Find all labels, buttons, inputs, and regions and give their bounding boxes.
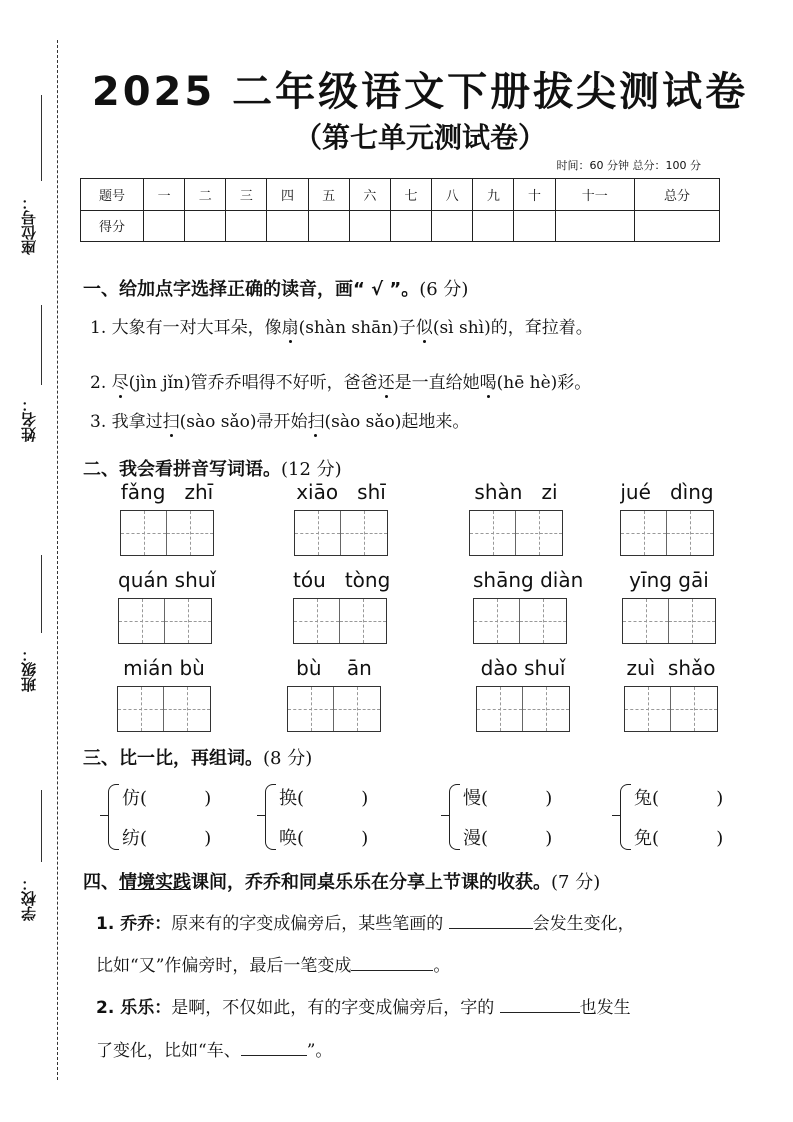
brace-tip [100, 815, 108, 816]
score-header-cell: 十一 [555, 179, 634, 211]
section1-q3 [90, 407, 469, 432]
tianzige-boxes[interactable] [469, 510, 563, 556]
tianzige-boxes[interactable] [118, 598, 212, 644]
q2-text: 是一直给她 [394, 373, 480, 393]
section4-prefix: 四、 [83, 872, 119, 893]
pair-bottom[interactable]: 漫( ) [463, 828, 553, 849]
tianzige-boxes[interactable] [120, 510, 214, 556]
score-total-cell[interactable] [635, 210, 720, 242]
brace-icon [265, 784, 276, 850]
score-header-cell: 八 [432, 179, 473, 211]
word-pair [108, 780, 248, 852]
answer-blank[interactable] [241, 1038, 307, 1056]
pair-bottom[interactable]: 纺( ) [122, 828, 212, 849]
pinyin-word [117, 656, 211, 732]
pinyin-text: shāng diàn [473, 568, 584, 592]
line-text: 是啊，不仅如此，有的字变成偏旁后，字的 [171, 998, 500, 1018]
line-text: 。 [433, 956, 451, 976]
q2-text: 2. [90, 373, 112, 393]
name-blank[interactable] [41, 305, 42, 385]
tianzige-boxes[interactable] [624, 686, 718, 732]
class-field [22, 555, 50, 695]
class-blank[interactable] [41, 555, 42, 633]
pinyin-text: quán shuǐ [118, 568, 216, 592]
binding-dashed-line [57, 40, 58, 1080]
class-label: 班级： [20, 647, 38, 692]
q3-pinyin-choice[interactable]: (sào sǎo)起地来。 [324, 412, 470, 432]
word-pair [620, 780, 760, 852]
q1-pinyin-choice[interactable]: (sì shì)的，耷拉着。 [432, 318, 593, 338]
section1-title: 一、给加点字选择正确的读音，画“ √ ”。 [83, 279, 420, 300]
q3-dotted-char: 扫 [162, 412, 180, 432]
school-blank[interactable] [41, 790, 42, 862]
score-cell[interactable] [349, 210, 390, 242]
word-pair [265, 780, 405, 852]
score-row-label: 得分 [81, 210, 144, 242]
pinyin-text: mián bù [123, 656, 205, 680]
section4-underlined: 情境实践 [119, 872, 191, 893]
brace-tip [441, 815, 449, 816]
line-text: 原来有的字变成偏旁后，某些笔画的 [171, 914, 449, 934]
school-label: 学校： [20, 876, 38, 921]
name-field [22, 305, 50, 445]
line-text: ”。 [306, 1041, 333, 1061]
score-header-cell: 二 [185, 179, 226, 211]
tianzige-boxes[interactable] [473, 598, 567, 644]
section2-heading [83, 455, 342, 481]
answer-blank[interactable] [351, 953, 433, 971]
pair-top[interactable]: 仿( ) [122, 788, 212, 809]
section3-title: 三、比一比，再组词。 [83, 748, 263, 769]
seat-field [22, 95, 50, 255]
speaker-qiaoqiao: 1. 乔乔： [96, 914, 172, 934]
section4-title: 课间，乔乔和同桌乐乐在分享上节课的收获。 [191, 872, 551, 893]
score-header-cell: 十 [514, 179, 555, 211]
score-cell[interactable] [144, 210, 185, 242]
section4-line1 [96, 909, 635, 934]
tianzige-boxes[interactable] [622, 598, 716, 644]
score-header-cell: 五 [308, 179, 349, 211]
score-header-row [81, 179, 720, 211]
page-title: 2025 二年级语文下册拔尖测试卷 [91, 69, 749, 115]
pair-bottom[interactable]: 免( ) [634, 828, 724, 849]
word-pair [449, 780, 589, 852]
section4-line3 [96, 993, 631, 1018]
seat-label: 座位号： [20, 195, 38, 255]
score-value-row [81, 210, 720, 242]
pinyin-word [293, 568, 391, 644]
pair-top[interactable]: 慢( ) [463, 788, 553, 809]
score-header-cell: 九 [473, 179, 514, 211]
pinyin-text: xiāo shī [296, 480, 386, 504]
line-text: 也发生 [579, 998, 631, 1018]
pinyin-word [473, 568, 584, 644]
pinyin-text: zuì shǎo [626, 656, 716, 680]
pinyin-text: tóu tòng [293, 568, 391, 592]
q2-dotted-char: 尽 [111, 373, 129, 393]
section3-points: (8 分) [263, 748, 313, 769]
q1-dotted-char: 似 [415, 318, 433, 338]
pinyin-word [294, 480, 388, 556]
pinyin-word [622, 568, 716, 644]
score-header-cell: 一 [144, 179, 185, 211]
q1-pinyin-choice[interactable]: (shàn shān)子 [298, 318, 416, 338]
score-cell[interactable] [473, 210, 514, 242]
score-table [80, 178, 720, 242]
pinyin-text: shàn zi [474, 480, 558, 504]
pinyin-word [469, 480, 563, 556]
pinyin-word [120, 480, 214, 556]
q3-pinyin-choice[interactable]: (sào sǎo)帚开始 [179, 412, 308, 432]
pinyin-word [624, 656, 718, 732]
section1-points: (6 分) [419, 279, 469, 300]
tianzige-boxes[interactable] [476, 686, 570, 732]
score-header-cell: 七 [390, 179, 431, 211]
section4-line2 [96, 951, 450, 976]
section4-line4 [96, 1036, 332, 1061]
score-cell[interactable] [555, 210, 634, 242]
pinyin-word [620, 480, 714, 556]
score-cell[interactable] [308, 210, 349, 242]
section2-title: 二、我会看拼音写词语。 [83, 459, 281, 480]
name-label: 姓名： [20, 397, 38, 442]
score-header-cell: 六 [349, 179, 390, 211]
brace-icon [108, 784, 119, 850]
line-text: 了变化，比如“车、 [96, 1041, 241, 1061]
pinyin-word [476, 656, 570, 732]
section4-points: (7 分) [551, 872, 601, 893]
seat-blank[interactable] [41, 95, 42, 181]
score-header-cell: 四 [267, 179, 308, 211]
pinyin-word [287, 656, 381, 732]
q2-dotted-char: 喝 [479, 373, 497, 393]
answer-blank[interactable] [449, 911, 533, 929]
q3-text: 3. 我拿过 [90, 412, 163, 432]
line-text: 会发生变化， [532, 914, 635, 934]
pinyin-text: bù ān [296, 656, 372, 680]
brace-tip [612, 815, 620, 816]
brace-icon [620, 784, 631, 850]
page-subtitle: （第七单元测试卷） [293, 121, 546, 154]
score-header-cell: 题号 [81, 179, 144, 211]
section4-heading [83, 868, 600, 894]
score-header-cell: 总分 [635, 179, 720, 211]
score-cell[interactable] [267, 210, 308, 242]
answer-blank[interactable] [500, 995, 580, 1013]
tianzige-boxes[interactable] [294, 510, 388, 556]
q2-pinyin-choice[interactable]: (hē hè)彩。 [496, 373, 592, 393]
q2-pinyin-choice[interactable]: (jìn jǐn)管乔乔唱得不好听，爸爸 [128, 373, 378, 393]
brace-tip [257, 815, 265, 816]
line-text: 比如“又”作偏旁时，最后一笔变成 [96, 956, 352, 976]
pair-top[interactable]: 换( ) [279, 788, 369, 809]
score-header-cell: 三 [226, 179, 267, 211]
time-info: 时间：60 分钟 总分：100 分 [556, 159, 701, 172]
q2-dotted-char: 还 [377, 373, 395, 393]
score-cell[interactable] [226, 210, 267, 242]
section3-heading [83, 744, 312, 770]
pair-bottom[interactable]: 唤( ) [279, 828, 369, 849]
q1-dotted-char: 扇 [281, 318, 299, 338]
q1-text: 1. 大象有一对大耳朵，像 [90, 318, 282, 338]
section1-q2 [90, 368, 591, 393]
score-cell[interactable] [390, 210, 431, 242]
pair-top[interactable]: 兔( ) [634, 788, 724, 809]
tianzige-boxes[interactable] [117, 686, 211, 732]
q3-dotted-char: 扫 [307, 412, 325, 432]
speaker-lele: 2. 乐乐： [96, 998, 172, 1018]
pinyin-text: dào shuǐ [480, 656, 566, 680]
score-cell[interactable] [514, 210, 555, 242]
pinyin-text: yīng gāi [629, 568, 709, 592]
score-cell[interactable] [185, 210, 226, 242]
score-cell[interactable] [432, 210, 473, 242]
pinyin-text: fǎng zhī [120, 480, 214, 504]
section2-points: (12 分) [281, 459, 342, 480]
section1-heading [83, 275, 468, 301]
brace-icon [449, 784, 460, 850]
tianzige-boxes[interactable] [287, 686, 381, 732]
section1-q1 [90, 313, 593, 338]
pinyin-text: jué dìng [620, 480, 714, 504]
tianzige-boxes[interactable] [620, 510, 714, 556]
tianzige-boxes[interactable] [293, 598, 387, 644]
school-field [22, 790, 50, 930]
pinyin-word [118, 568, 216, 644]
